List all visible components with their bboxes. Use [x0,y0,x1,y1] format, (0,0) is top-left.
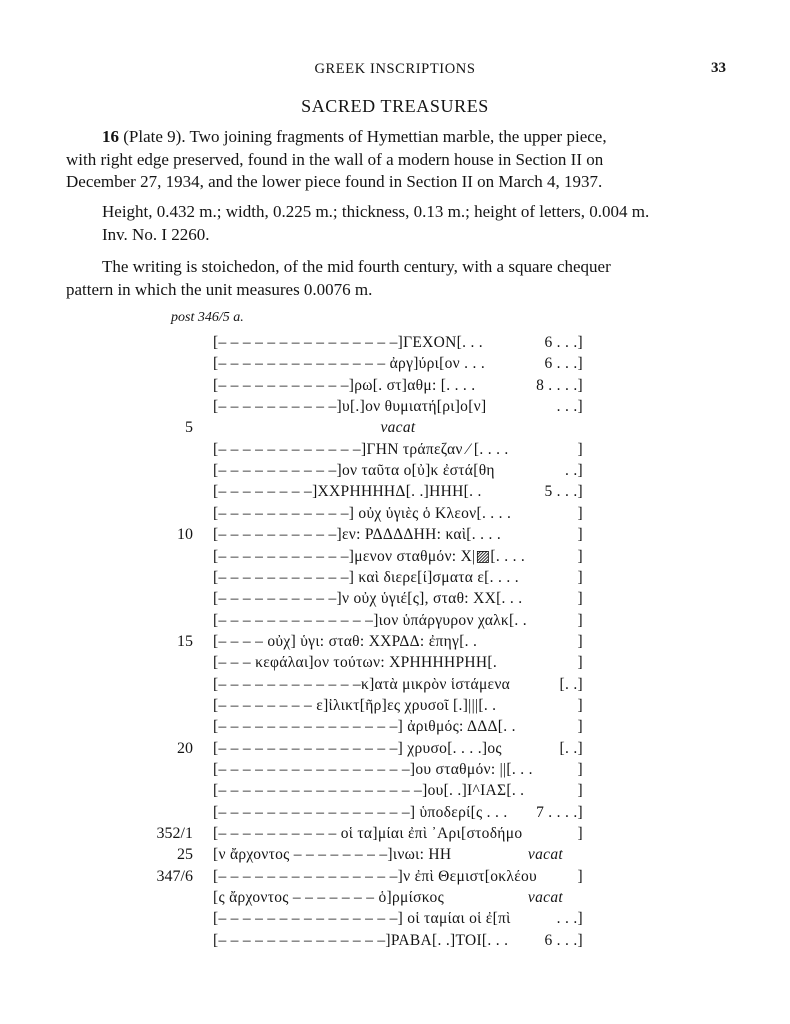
line-text [213,460,583,481]
line-text-right: ] [577,526,583,544]
line-text-left: [– – – – – – – – – – οἱ τα]μίαι ἐπὶ ᾿Αρι[στοδήμο [213,825,523,843]
dimensions-paragraph [66,201,725,246]
line-text [213,524,583,545]
line-text-left: [– – – – – – – –]ΧΧΡΗΗΗΗΔ[. .]ΗΗΗ[. . [213,483,482,501]
line-text-left: [– – – – – – – – – –]εν: ΡΔΔΔΔΗΗ: καὶ[. . . . [213,526,501,544]
inscription-line [0,503,790,524]
line-text-left: [– – – – – – – – – – – – –]ιον ὑπάργυρον χαλκ[. . [213,611,527,629]
line-text-left: [– – – – – – – – – – – – – –]ΡΑΒΑ[. .]ΤΟΙ[. . . [213,931,509,949]
section-title: SACRED TREASURES [301,96,489,116]
inscription-line [0,866,790,887]
line-text [213,866,583,887]
page-number: 33 [711,60,726,76]
line-number: 20 [177,739,193,757]
line-text-right: ] [577,632,583,650]
line-text-right: ] [577,654,583,672]
line-text [213,610,583,631]
line-text [213,417,583,438]
line-text-left: [– – – – – – – – – –]ον ταῦτα ο[ὐ]κ ἐστά[θη [213,462,495,480]
line-text-right: 6 . . .] [544,334,583,351]
inscription-line [0,524,790,545]
line-text [213,546,583,567]
inscription-line [0,908,790,929]
line-text-left: [– – – – – – – – – – – – – – –] ἀριθμός: ΔΔΔ[. . [213,718,516,736]
line-text-right: 6 . . .] [544,931,583,949]
line-text-left: [– – – – – – – – – – –] καὶ διερε[ί]σματα ε[. . . . [213,568,519,586]
line-text-left: [– – – – – – – – – – –] οὐχ ὑγιὲς ὁ Κλεον[. . . . [213,504,512,522]
entry-description-line2: with right edge preserved, found in the wall of a modern house in Section ΙΙ on [66,149,604,169]
line-text-right: . . .] [556,910,583,928]
inventory-number: Inv. No. I 2260. [102,224,210,244]
line-number: 5 [185,419,193,437]
line-text-left: [– – – – – – – – – – – –κ]ατὰ μικρὸν ἱστάμενα [213,675,511,693]
line-text-left: [– – – – – – – – – – –]μενον σταθμόν: Χ|▨[. . . . [213,547,526,565]
line-text [213,930,583,951]
line-text-right: ] [577,568,583,586]
writing-line2: pattern in which the unit measures 0.0076 m. [66,279,373,299]
line-text-left: [– – – – – – – – – – – – – – –]ΓΕΧΟΝ[. . . [213,334,483,351]
line-text [213,353,583,374]
line-text-right: 6 . . .] [544,355,583,373]
line-text-right: vacat [527,846,563,864]
line-text [213,887,583,908]
inscription-line [0,930,790,951]
line-text-left: [– – – – – – – – – – – – – – – –]ου σταθμόν: ||[. . . [213,761,533,778]
line-number: 15 [177,632,193,650]
line-text [213,802,583,823]
inscription-line [0,652,790,673]
line-text-left: vacat [380,419,416,437]
line-text-left: [– – – – – – – – – – – – – – –] οἱ ταμίαι οἱ ἐ[πὶ [213,910,511,928]
inscription-line [0,780,790,801]
line-text [213,503,583,524]
line-text-left: [– – – – – – – – – – – – – – – – –]ου[. .]Ι^ΙΑΣ[. . [213,782,525,800]
line-text-right: ] [577,547,583,565]
inscription-line [0,353,790,374]
inscription-line [0,439,790,460]
line-text [213,716,583,737]
line-text-right: [. .] [559,739,583,757]
line-text [213,674,583,695]
line-text [213,332,583,353]
line-text-right: ] [577,782,583,800]
line-text-left: [ς ἄρχοντος – – – – – – – ὁ]ρμίσκος [213,889,445,907]
line-text-left: [– – – – – – – – ε]ἰλικτ[ῆρ]ες χρυσοῖ [.]|||[. . [213,696,497,714]
inscription-line [0,631,790,652]
inscription-line [0,567,790,588]
dimensions-line: Height, 0.432 m.; width, 0.225 m.; thickness, 0.13 m.; height of letters, 0.004 m. [102,202,650,221]
line-text-left: [– – – – – – – – – – – – – – –] χρυσο[. . . .]ος [213,739,502,757]
line-text-left: [– – – – – – – – – – – – – – ἀργ]ύρι[ον . . . [213,355,486,373]
entry-description-line1: (Plate 9). Two joining fragments of Hymettian marble, the upper piece, [119,127,607,146]
writing-line1: The writing is stoichedon, of the mid fourth century, with a square chequer [102,257,611,276]
line-text [213,439,583,460]
line-text-left: [– – – – οὐχ] ὑγι: σταθ: ΧΧΡΔΔ: ἐπηγ[. . [213,632,478,650]
line-text-right: ] [577,867,583,885]
line-text-left: [– – – κεφάλαι]ον τούτων: ΧΡΗΗΗΗΡΗΗ[. [213,654,498,672]
line-text [213,823,583,844]
inscription-line [0,588,790,609]
line-text-left: [– – – – – – – – – – – – – – –]ν ἐπὶ Θεμιστ[οκλέου [213,867,538,885]
line-text-right: ] [577,825,583,843]
inscription-line [0,823,790,844]
line-text-right: [. .] [559,675,583,693]
line-text [213,652,583,673]
line-text-right: ] [577,590,583,608]
inscription-line [0,802,790,823]
line-text-left: [– – – – – – – – – – – –]ΓΗΝ τράπεζαν ⁄ [. . . . [213,440,509,458]
line-text-right: ] [577,718,583,736]
inscription-line [0,417,790,438]
line-text-right: ] [577,611,583,629]
line-text-right: 8 . . . .] [536,376,583,394]
inscription-line [0,887,790,908]
line-text [213,759,583,780]
line-text-right: ] [577,696,583,714]
line-text [213,738,583,759]
writing-paragraph [66,256,725,301]
line-text [213,631,583,652]
inscription-line [0,716,790,737]
line-text [213,567,583,588]
inscription-line [0,695,790,716]
line-text-left: [– – – – – – – – – – – – – – – –] ὑποδερί[ς . . . [213,803,508,821]
inscription-line [0,396,790,417]
line-text-right: 7 . . . .] [536,803,583,821]
inscription-line [0,610,790,631]
line-number: 25 [177,846,193,864]
line-text [213,695,583,716]
inscription-line [0,332,790,353]
line-text-left: [ν ἄρχοντος – – – – – – – –]ινωι: ΗΗ [213,846,452,864]
line-text-right: ] [577,440,583,458]
line-text [213,481,583,502]
line-text [213,780,583,801]
line-text-left: [– – – – – – – – – – –]ρω[. στ]αθμ: [. . . . [213,376,476,394]
line-text-left: [– – – – – – – – – –]υ[.]ον θυμιατή[ρι]ο[ν] [213,398,487,416]
line-text-right: . .] [565,462,583,480]
line-text [213,375,583,396]
inscription-line [0,759,790,780]
line-text [213,844,583,865]
line-text-right: ] [577,761,583,778]
entry-number: 16 [102,127,119,146]
inscription-line [0,481,790,502]
inscription-line [0,375,790,396]
inscription-line [0,546,790,567]
line-number: 352/1 [156,825,193,843]
inscription-line [0,460,790,481]
line-text [213,588,583,609]
line-text [213,396,583,417]
line-number: 347/6 [156,867,193,885]
date-note: post 346/5 a. [171,310,244,325]
inscription-line [0,674,790,695]
entry-description-line3: December 27, 1934, and the lower piece found in Section ΙΙ on March 4, 1937. [66,172,603,191]
entry-description [66,126,725,194]
running-header-title: GREEK INSCRIPTIONS [314,61,476,77]
inscription-line [0,738,790,759]
inscription-line [0,844,790,865]
line-number: 10 [177,526,193,544]
line-text-right: 5 . . .] [544,483,583,501]
line-text-right: . . .] [556,398,583,416]
line-text-right: ] [577,504,583,522]
line-text [213,908,583,929]
line-text-left: [– – – – – – – – – –]ν οὐχ ὑγιέ[ς], σταθ: ΧΧ[. . . [213,590,523,608]
line-text-right: vacat [527,889,563,907]
